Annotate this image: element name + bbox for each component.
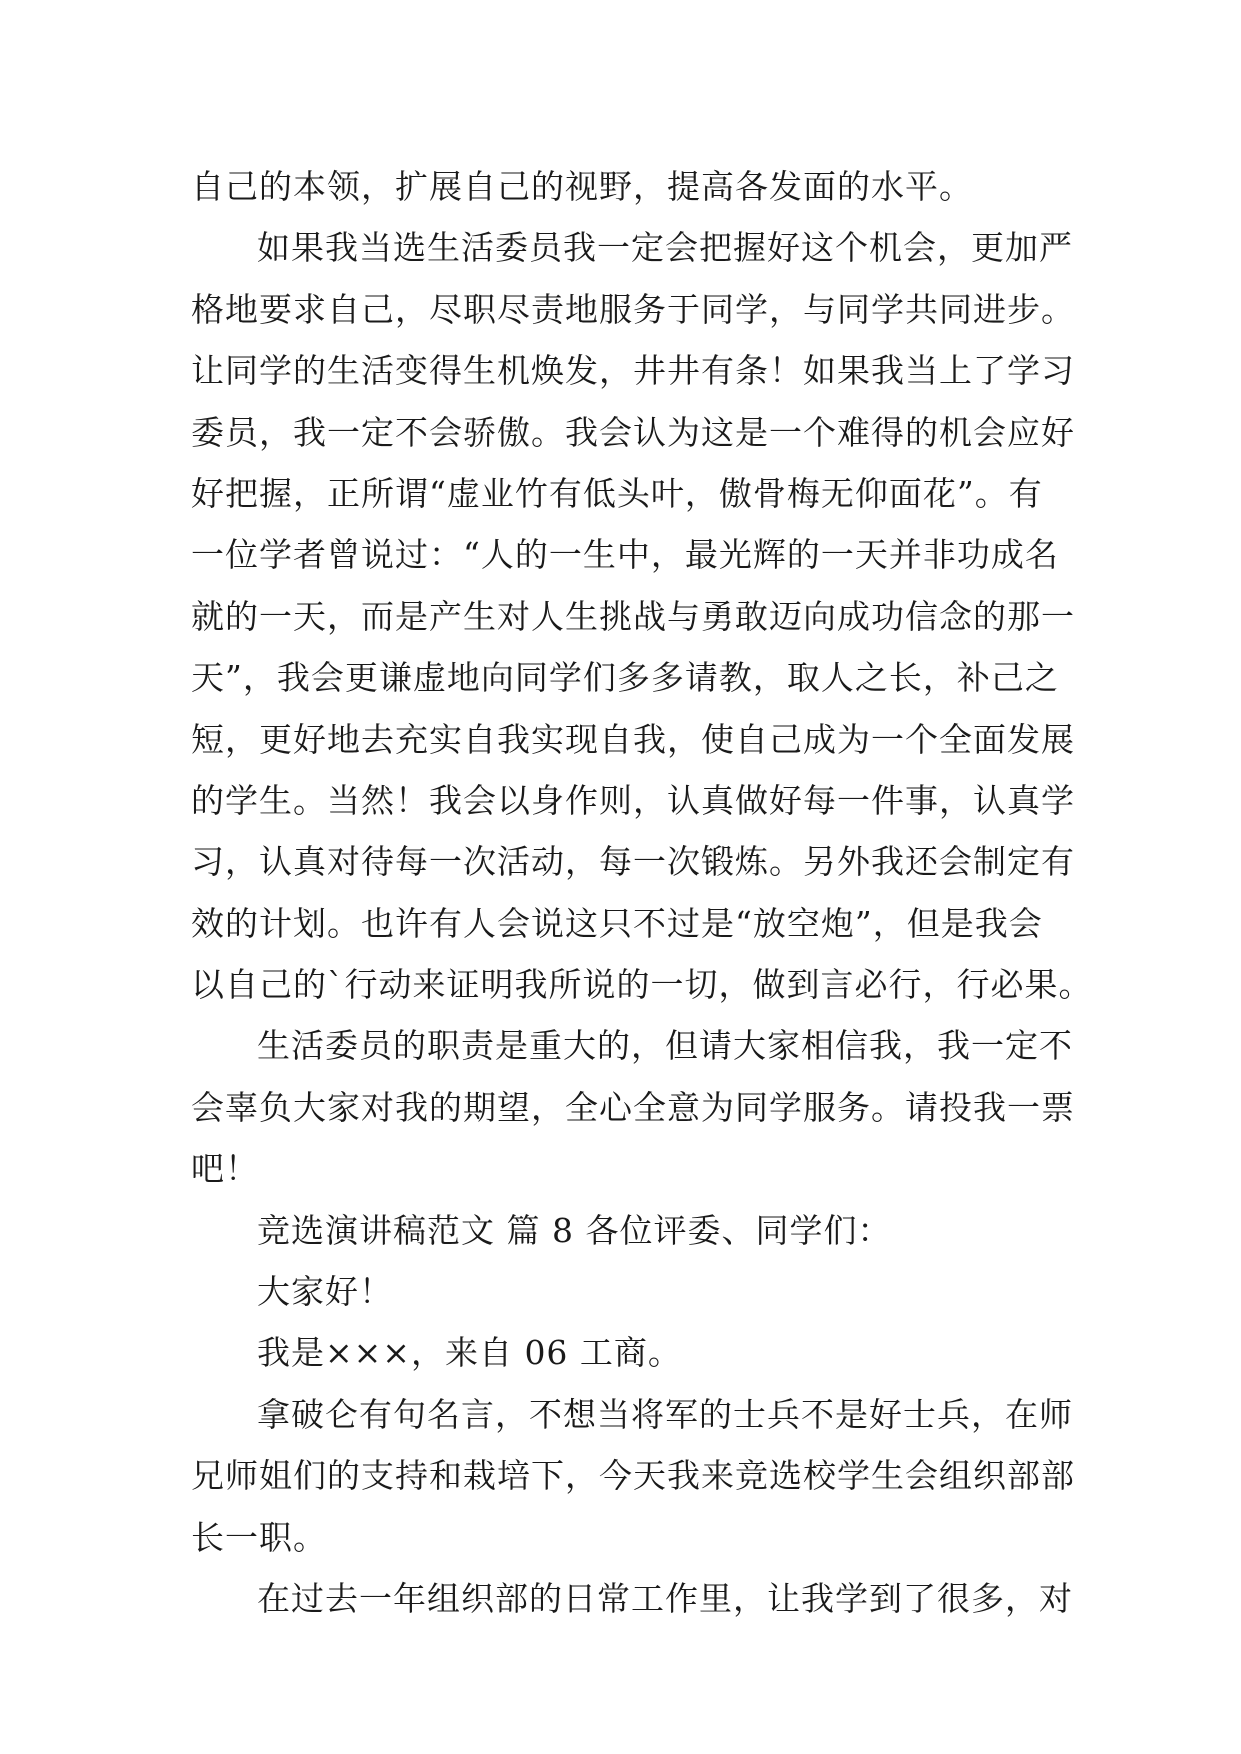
text-line: 委员，我一定不会骄傲。我会认为这是一个难得的机会应好 <box>191 412 1075 452</box>
text-line: 长一职。 <box>191 1517 327 1557</box>
text-line: 兄师姐们的支持和栽培下，今天我来竞选校学生会组织部部 <box>191 1456 1075 1496</box>
text-line: 大家好！ <box>257 1272 393 1312</box>
text-line: 以自己的`行动来证明我所说的一切，做到言必行，行必果。 <box>191 965 1093 1005</box>
text-line: 在过去一年组织部的日常工作里，让我学到了很多，对 <box>257 1578 1073 1618</box>
text-line: 天”，我会更谦虚地向同学们多多请教，取人之长，补己之 <box>191 658 1059 698</box>
body-text <box>191 156 1093 1629</box>
text-line: 自己的本领，扩展自己的视野，提高各发面的水平。 <box>191 167 973 206</box>
text-line: 习，认真对待每一次活动，每一次锻炼。另外我还会制定有 <box>191 842 1075 882</box>
text-line: 如果我当选生活委员我一定会把握好这个机会，更加严 <box>257 228 1073 268</box>
text-line: 的学生。当然！我会以身作则，认真做好每一件事，认真学 <box>191 780 1075 820</box>
text-line: 吧！ <box>191 1149 259 1189</box>
text-line: 就的一天，而是产生对人生挑战与勇敢迈向成功信念的那一 <box>191 596 1075 636</box>
text-line: 效的计划。也许有人会说这只不过是“放空炮”，但是我会 <box>191 903 1043 943</box>
text-line: 一位学者曾说过：“人的一生中，最光辉的一天并非功成名 <box>191 535 1059 575</box>
section-heading-line: 竞选演讲稿范文 篇 8 各位评委、同学们： <box>257 1210 892 1250</box>
text-line: 短，更好地去充实自我实现自我，使自己成为一个全面发展 <box>191 719 1075 759</box>
text-line: 格地要求自己，尽职尽责地服务于同学，与同学共同进步。 <box>191 289 1075 329</box>
text-line: 生活委员的职责是重大的，但请大家相信我，我一定不 <box>257 1026 1073 1066</box>
text-line: 让同学的生活变得生机焕发，井井有条！如果我当上了学习 <box>191 351 1075 391</box>
text-line: 拿破仑有句名言，不想当将军的士兵不是好士兵，在师 <box>257 1394 1073 1434</box>
text-line: 我是×××，来自 06 工商。 <box>257 1333 682 1373</box>
text-line: 好把握，正所谓“虚业竹有低头叶，傲骨梅无仰面花”。有 <box>191 473 1043 513</box>
text-line: 会辜负大家对我的期望，全心全意为同学服务。请投我一票 <box>191 1087 1075 1127</box>
